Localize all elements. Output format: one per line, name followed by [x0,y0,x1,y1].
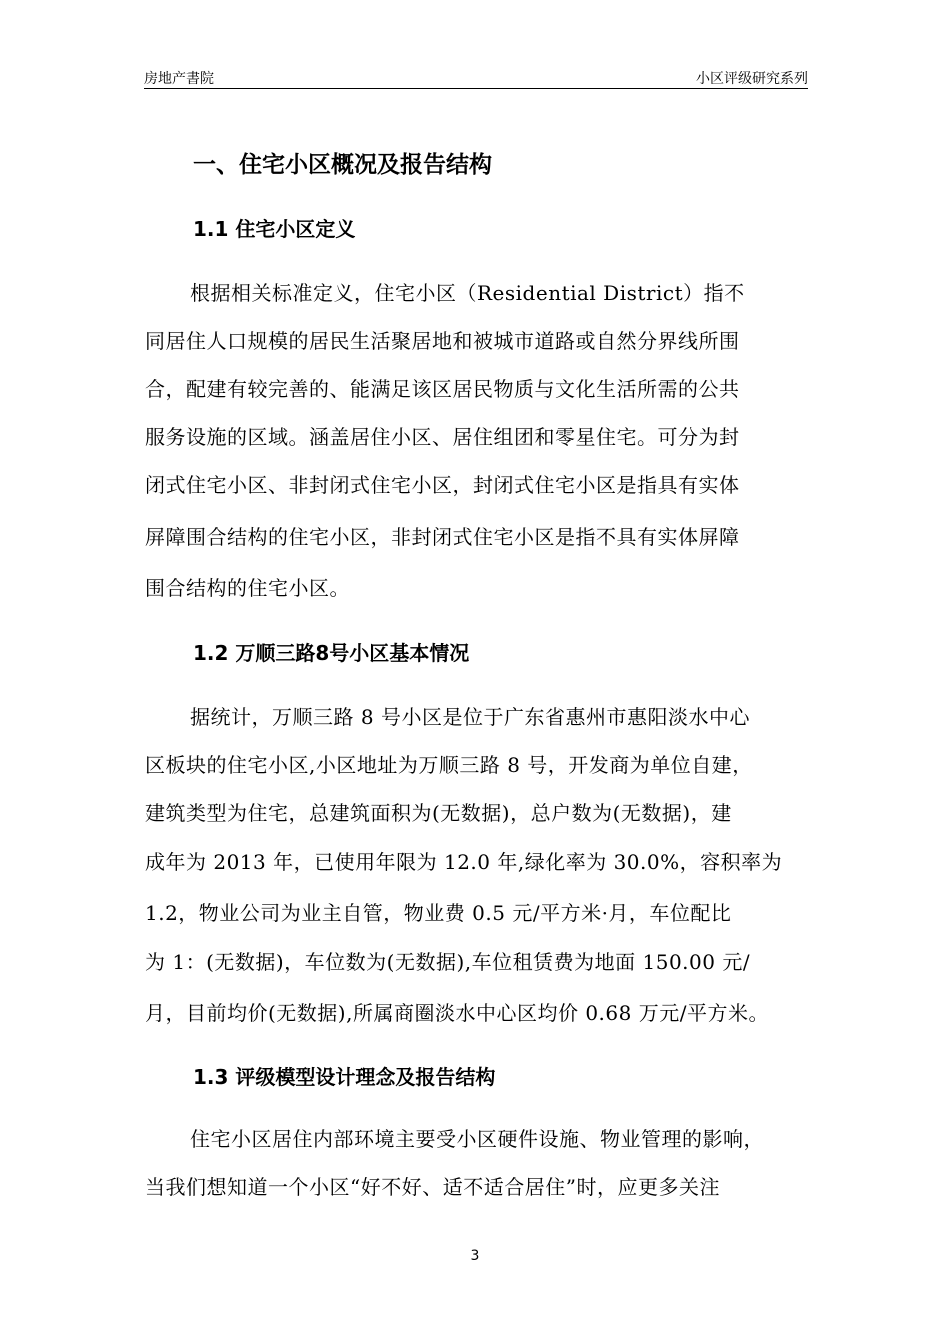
paragraph-line: 闭式住宅小区、非封闭式住宅小区，封闭式住宅小区是指具有实体 [145,473,740,497]
paragraph-line: 根据相关标准定义，住宅小区（Residential District）指不 [190,281,745,305]
section-heading-1-2: 1.2 万顺三路8号小区基本情况 [193,641,470,665]
paragraph-line: 同居住人口规模的居民生活聚居地和被城市道路或自然分界线所围 [145,329,740,353]
paragraph-line: 1.2，物业公司为业主自管，物业费 0.5 元/平方米·月，车位配比 [145,901,732,925]
paragraph-line: 当我们想知道一个小区“好不好、适不适合居住”时，应更多关注 [145,1175,720,1199]
header-right-text: 小区评级研究系列 [696,71,808,87]
paragraph-line: 合，配建有较完善的、能满足该区居民物质与文化生活所需的公共 [145,377,740,401]
paragraph-line: 成年为 2013 年，已使用年限为 12.0 年,绿化率为 30.0%，容积率为 [145,850,783,874]
section-heading-1-1: 1.1 住宅小区定义 [193,217,356,241]
paragraph-line: 区板块的住宅小区,小区地址为万顺三路 8 号，开发商为单位自建， [145,753,753,777]
chapter-title: 一、住宅小区概况及报告结构 [193,152,492,178]
paragraph-line: 围合结构的住宅小区。 [145,576,350,600]
paragraph-line: 月，目前均价(无数据),所属商圈淡水中心区均价 0.68 万元/平方米。 [145,1001,769,1025]
paragraph-line: 服务设施的区域。涵盖居住小区、居住组团和零星住宅。可分为封 [145,425,740,449]
paragraph-line: 屏障围合结构的住宅小区，非封闭式住宅小区是指不具有实体屏障 [145,525,740,549]
paragraph-line: 为 1：(无数据)，车位数为(无数据),车位租赁费为地面 150.00 元/ [145,950,751,974]
page-number: 3 [470,1248,480,1264]
header-left-text: 房地产書院 [144,71,214,87]
paragraph-line: 建筑类型为住宅，总建筑面积为(无数据)，总户数为(无数据)，建 [145,801,732,825]
paragraph-line: 住宅小区居住内部环境主要受小区硬件设施、物业管理的影响， [190,1127,764,1151]
paragraph-line: 据统计，万顺三路 8 号小区是位于广东省惠州市惠阳淡水中心 [190,705,750,729]
section-heading-1-3: 1.3 评级模型设计理念及报告结构 [193,1065,496,1089]
page-header [144,66,808,89]
